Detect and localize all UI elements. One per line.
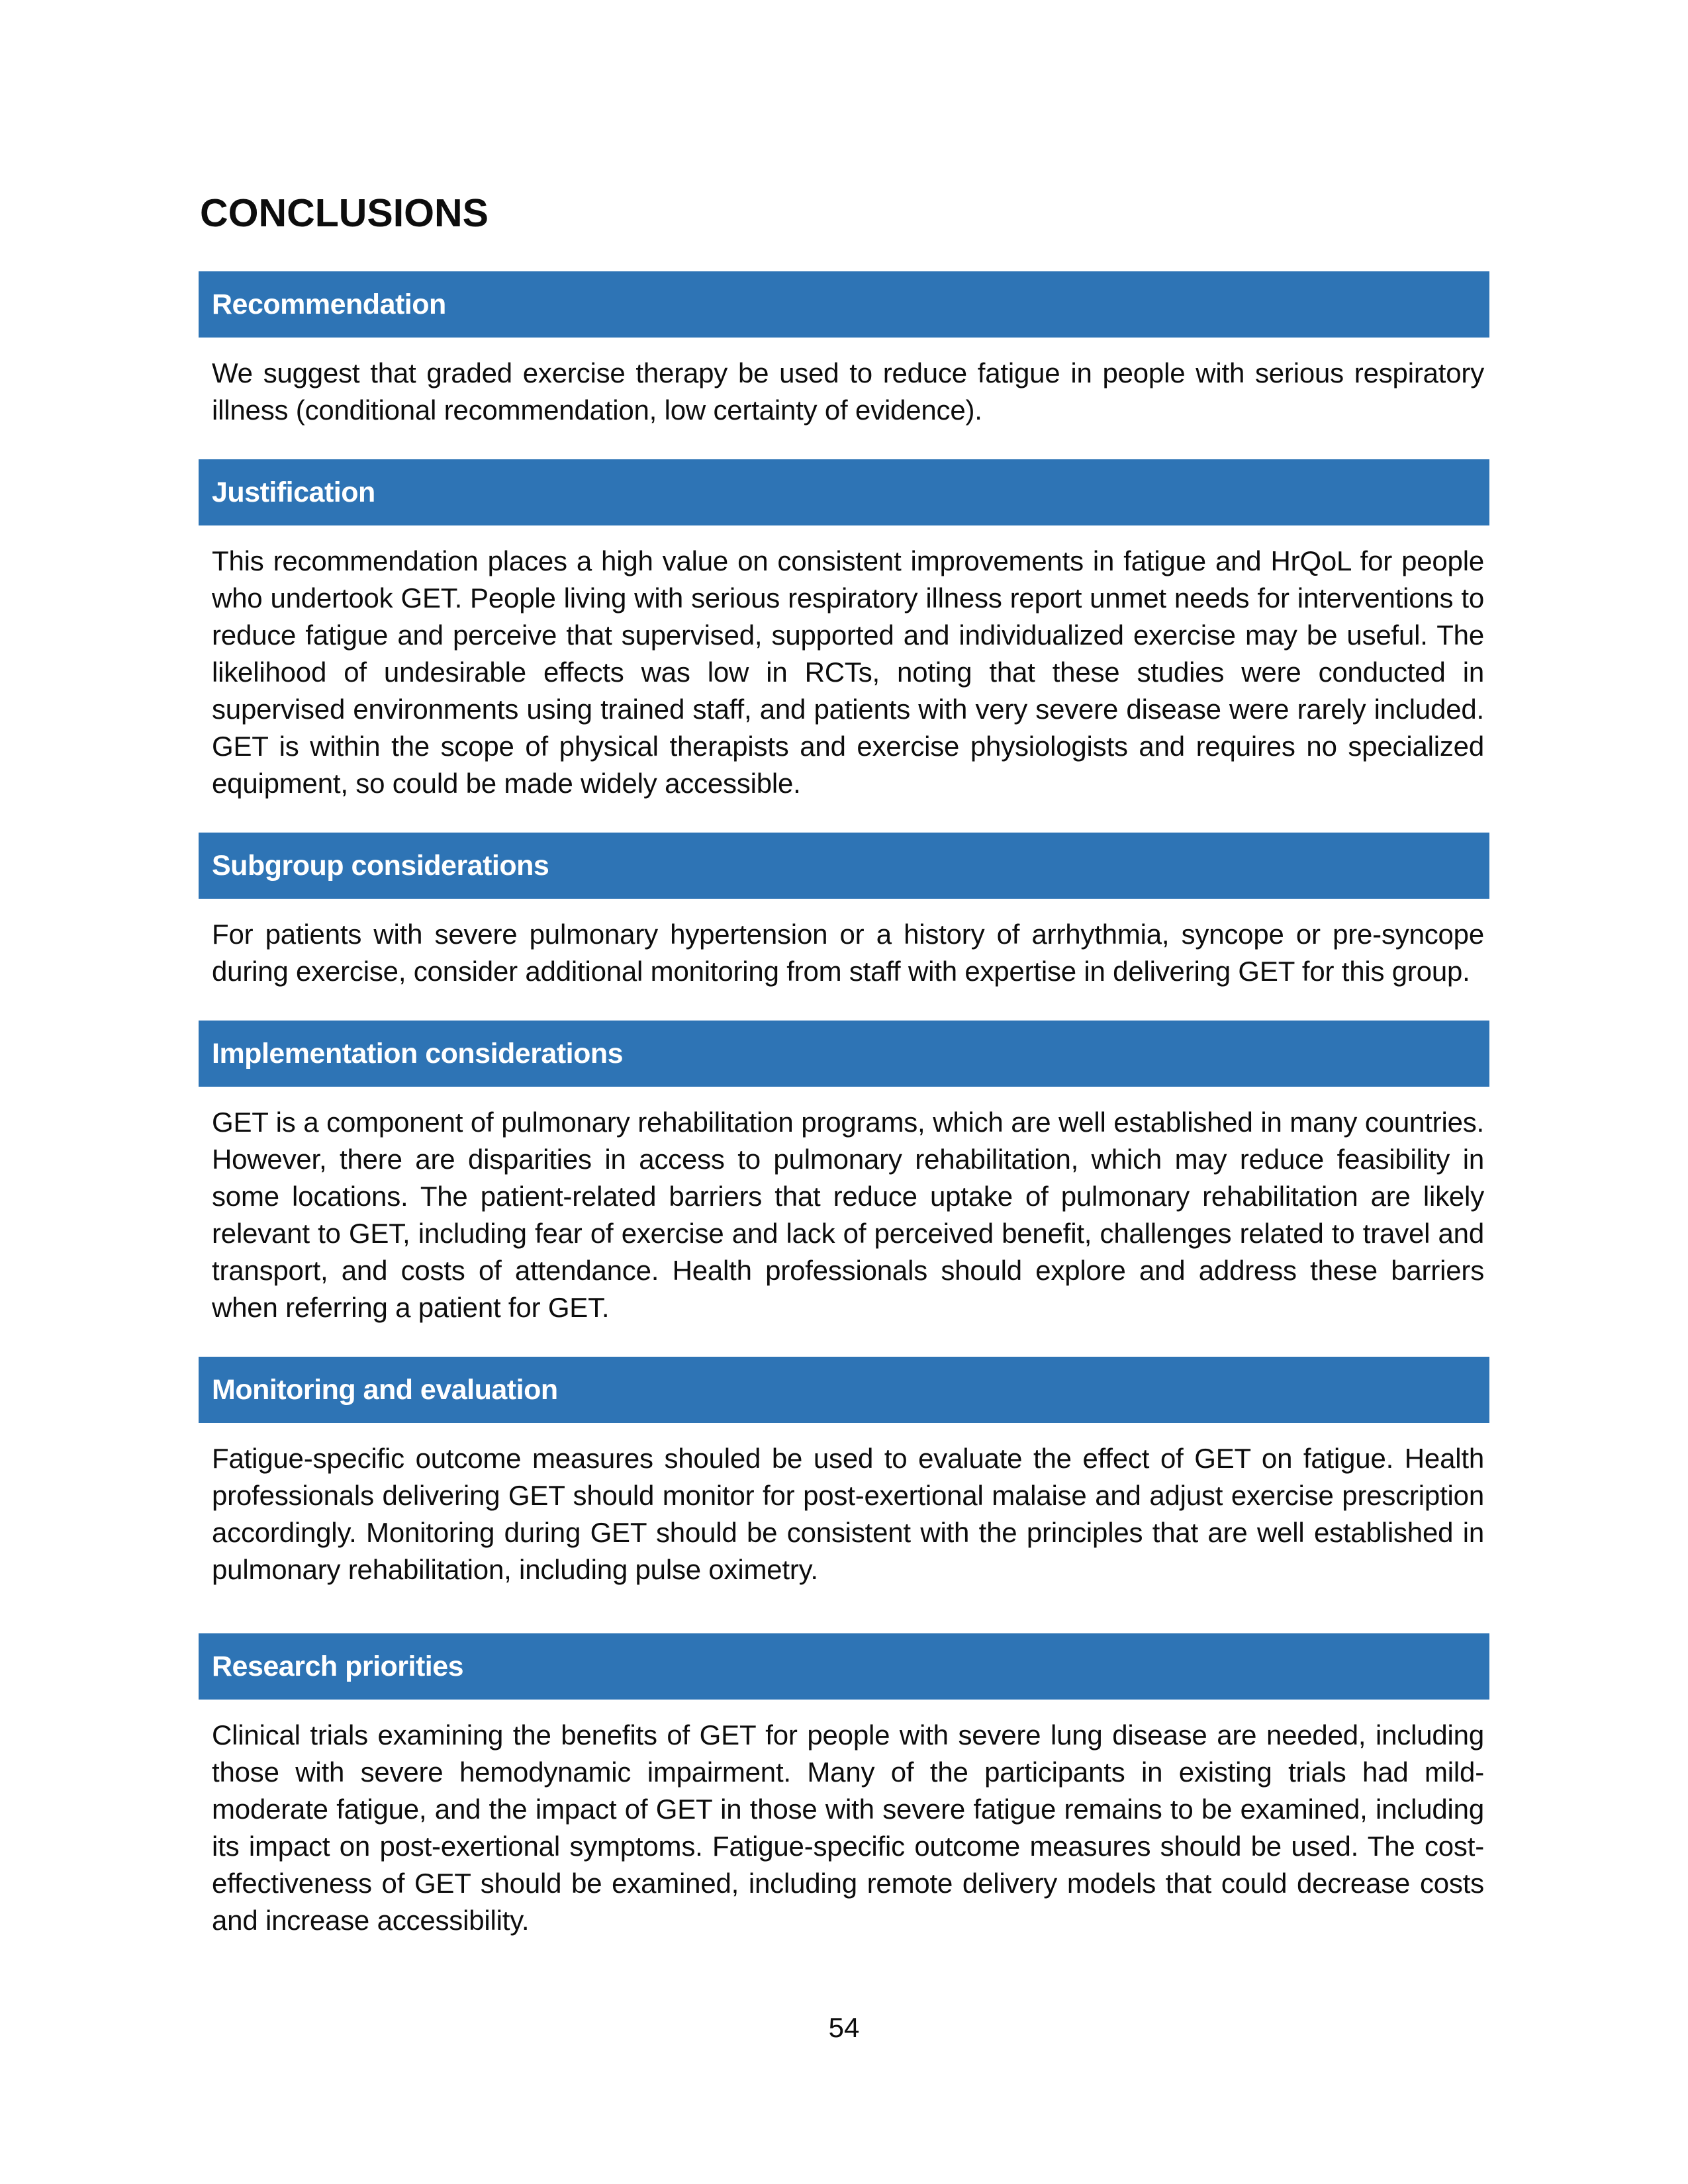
section-body-text: This recommendation places a high value on consistent improvements in fatigue and HrQoL for people who undertook GET. People living with serious respiratory illness report unmet needs for interventions to reduce fatigue and perceive that supervised, supported and individualized exercise may be useful. The likelihood of undesirable effects was low in RCTs, noting that these studies were conducted in supervised environments using trained staff, and patients with very severe disease were rarely included. GET is within the scope of physical therapists and exercise physiologists and requires no specialized equipment, so could be made widely accessible. (212, 545, 1484, 799)
section-header-subgroup-considerations (199, 833, 1489, 899)
section-body-text: GET is a component of pulmonary rehabilitation programs, which are well established in many countries. However, there are disparities in access to pulmonary rehabilitation, which may reduce feasibility in some locations. The patient-related barriers that reduce uptake of pulmonary rehabilitation are likely relevant to GET, including fear of exercise and lack of perceived benefit, challenges related to travel and transport, and costs of attendance. Health professionals should explore and address these barriers when referring a patient for GET. (212, 1107, 1484, 1323)
section-header-implementation-considerations (199, 1021, 1489, 1087)
section-body-text: We suggest that graded exercise therapy be used to reduce fatigue in people with serious respiratory illness (conditional recommendation, low certainty of evidence). (212, 357, 1484, 426)
section-heading-label: Recommendation (212, 288, 446, 320)
section-heading-label: Justification (212, 476, 375, 508)
section-body-text: Fatigue-specific outcome measures shouled be used to evaluate the effect of GET on fatigue. Health professionals delivering GET should monitor for post-exertional malaise and adjust exercise prescription accordingly. Monitoring during GET should be consistent with the principles that are well established in pulmonary rehabilitation, including pulse oximetry. (212, 1443, 1484, 1585)
section-implementation-considerations (199, 1021, 1489, 1326)
section-monitoring-and-evaluation (199, 1357, 1489, 1588)
section-recommendation (199, 271, 1489, 429)
section-body-text: For patients with severe pulmonary hypertension or a history of arrhythmia, syncope or pre-syncope during exercise, consider additional monitoring from staff with expertise in delivering GET for this group. (212, 919, 1484, 987)
page-title: CONCLUSIONS (200, 191, 489, 235)
document-content (199, 0, 1489, 1939)
section-header-monitoring-and-evaluation (199, 1357, 1489, 1423)
section-heading-label: Implementation considerations (212, 1037, 624, 1069)
section-justification (199, 459, 1489, 802)
section-header-recommendation (199, 271, 1489, 338)
section-header-research-priorities (199, 1633, 1489, 1700)
section-heading-label: Monitoring and evaluation (212, 1373, 558, 1406)
section-header-justification (199, 459, 1489, 525)
section-heading-label: Research priorities (212, 1650, 464, 1682)
section-subgroup-considerations (199, 833, 1489, 990)
page-number: 54 (828, 2012, 860, 2043)
section-heading-label: Subgroup considerations (212, 849, 549, 882)
section-body-text: Clinical trials examining the benefits of GET for people with severe lung disease are needed, including those with severe hemodynamic impairment. Many of the participants in existing trials had mild-moderate fatigue, and the impact of GET in those with severe fatigue remains to be examined, including its impact on post-exertional symptoms. Fatigue-specific outcome measures should be used. The cost-effectiveness of GET should be examined, including remote delivery models that could decrease costs and increase accessibility. (212, 1719, 1484, 1936)
section-research-priorities (199, 1633, 1489, 1939)
